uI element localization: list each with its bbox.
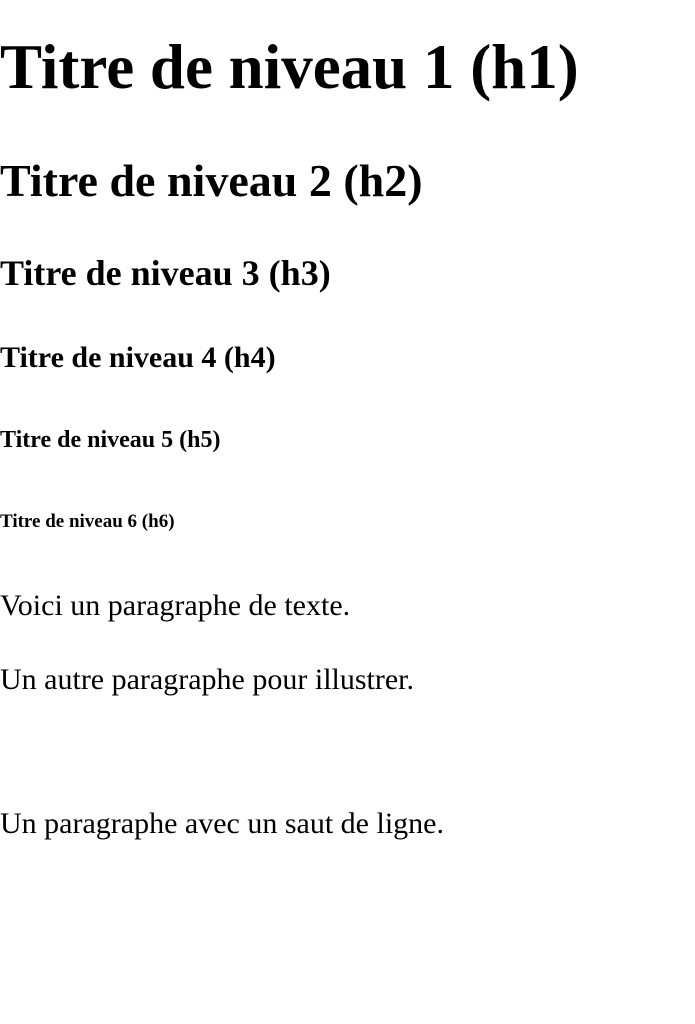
heading-level-6: Titre de niveau 6 (h6) (0, 511, 175, 532)
paragraph-1: Voici un paragraphe de texte. (0, 589, 351, 622)
heading-level-3: Titre de niveau 3 (h3) (0, 253, 331, 293)
paragraph-3: Un paragraphe avec un saut de ligne. (0, 807, 444, 840)
paragraph-2: Un autre paragraphe pour illustrer. (0, 663, 415, 696)
heading-level-2: Titre de niveau 2 (h2) (0, 155, 423, 206)
heading-level-1: Titre de niveau 1 (h1) (0, 32, 579, 102)
heading-level-4: Titre de niveau 4 (h4) (0, 341, 276, 374)
heading-level-5: Titre de niveau 5 (h5) (0, 427, 221, 453)
